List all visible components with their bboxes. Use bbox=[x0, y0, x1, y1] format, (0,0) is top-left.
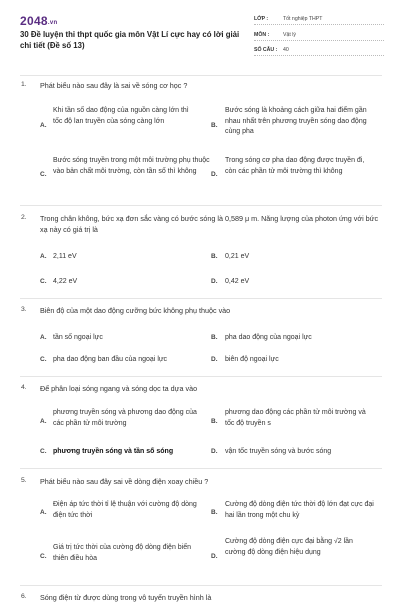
question-number: 6. bbox=[21, 593, 27, 600]
meta-count-label: SỐ CÂU : bbox=[254, 47, 278, 53]
option-text[interactable]: 2,11 eV bbox=[53, 253, 77, 260]
meta-count-value: 40 bbox=[283, 47, 289, 53]
option-label[interactable]: C. bbox=[40, 448, 47, 455]
option-label[interactable]: C. bbox=[40, 553, 47, 560]
option-label[interactable]: D. bbox=[211, 448, 218, 455]
option-text[interactable]: phương dao động các phần tử môi trường và tốc độ truyền s bbox=[225, 409, 366, 427]
option-label[interactable]: B. bbox=[211, 253, 218, 260]
meta-count bbox=[254, 45, 384, 56]
document-header bbox=[0, 0, 400, 62]
question-number: 1. bbox=[21, 81, 27, 88]
option-text[interactable]: pha dao động ban đầu của ngoại lực bbox=[53, 356, 168, 363]
option-label[interactable]: D. bbox=[211, 171, 218, 178]
question-divider bbox=[20, 585, 382, 586]
question-number: 3. bbox=[21, 306, 27, 313]
question-number: 2. bbox=[21, 214, 27, 221]
option-label[interactable]: B. bbox=[211, 509, 218, 516]
question-divider bbox=[20, 75, 382, 76]
question-divider bbox=[20, 298, 382, 299]
option-text[interactable]: 4,22 eV bbox=[53, 278, 78, 285]
option-label[interactable]: D. bbox=[211, 553, 218, 560]
option-text[interactable]: Bước sóng truyền trong một môi trường phụ thuộc vào bản chất môi trường, còn tần số thì không bbox=[53, 157, 210, 175]
option-label[interactable]: B. bbox=[211, 418, 218, 425]
option-label[interactable]: B. bbox=[211, 122, 218, 129]
option-label[interactable]: D. bbox=[211, 356, 218, 363]
option-text[interactable]: phương truyền sóng và tần số sóng bbox=[53, 448, 174, 455]
option-label[interactable]: A. bbox=[40, 253, 47, 260]
site-logo[interactable]: 2048.vn bbox=[20, 14, 58, 28]
option-label[interactable]: B. bbox=[211, 334, 218, 341]
question-number: 5. bbox=[21, 477, 27, 484]
option-label[interactable]: A. bbox=[40, 418, 47, 425]
question-divider bbox=[20, 205, 382, 206]
option-label[interactable]: A. bbox=[40, 334, 47, 341]
option-label[interactable]: C. bbox=[40, 356, 47, 363]
question-divider bbox=[20, 376, 382, 377]
option-text[interactable]: biên độ ngoại lực bbox=[225, 356, 279, 363]
option-text[interactable]: vận tốc truyền sóng và bước sóng bbox=[225, 448, 332, 455]
option-label[interactable]: D. bbox=[211, 278, 218, 285]
option-text[interactable]: Khi tần số dao động của nguồn càng lớn thì tốc độ lan truyền của sóng càng lớn bbox=[53, 107, 189, 125]
option-text[interactable]: Trong sóng cơ pha dao động được truyền đi, còn các phần tử môi trường thì không bbox=[225, 157, 365, 175]
option-text[interactable]: 0,21 eV bbox=[225, 253, 250, 260]
option-label[interactable]: C. bbox=[40, 278, 47, 285]
option-text[interactable]: Cường độ dòng điện tức thời độ lớn đạt cực đại hai lần trong một chu kỳ bbox=[225, 501, 374, 519]
option-label[interactable]: A. bbox=[40, 122, 47, 129]
meta-class bbox=[254, 14, 384, 25]
question-text: Phát biểu nào sau đây sai về dòng điện xoay chiều ? bbox=[40, 477, 209, 486]
document-title: 30 Đề luyện thi thpt quốc gia môn Vật Lí cực hay có lời giải chi tiết (Đề số 13) bbox=[20, 30, 240, 50]
option-label[interactable]: C. bbox=[40, 171, 47, 178]
option-text[interactable]: 0,42 eV bbox=[225, 278, 250, 285]
option-text[interactable]: tần số ngoại lực bbox=[53, 334, 103, 341]
meta-subject-label: MÔN : bbox=[254, 32, 270, 38]
question-number: 4. bbox=[21, 384, 27, 391]
question-text: Phát biểu nào sau đây là sai về sóng cơ học ? bbox=[40, 81, 188, 90]
option-text[interactable]: Bước sóng là khoảng cách giữa hai điểm gần nhau nhất trên phương truyền sóng dao động cùng pha bbox=[225, 107, 367, 135]
question-text: Biên độ của một dao động cưỡng bức không phụ thuộc vào bbox=[40, 306, 231, 315]
meta-subject bbox=[254, 30, 384, 41]
question-divider bbox=[20, 468, 382, 469]
question-text: Trong chân không, bức xạ đơn sắc vàng có bước sóng là 0,589 μ m. Năng lượng của photon ứng với bức xạ này có giá trị là bbox=[40, 214, 379, 234]
option-text[interactable]: phương truyền sóng và phương dao động của các phần tử môi trường bbox=[53, 409, 197, 427]
option-text[interactable]: Cường độ dòng điện cực đại bằng √2 lần cường độ dòng điện hiệu dụng bbox=[225, 538, 353, 556]
question-text: Sóng điện từ được dùng trong vô tuyến truyền hình là bbox=[40, 593, 212, 602]
option-text[interactable]: Điện áp tức thời tỉ lệ thuận với cường độ dòng điện tức thời bbox=[53, 501, 197, 519]
option-text[interactable]: Giá trị tức thời của cường độ dòng điện biến thiên điều hòa bbox=[53, 544, 192, 562]
meta-class-label: LỚP : bbox=[254, 16, 269, 22]
option-text[interactable]: pha dao động của ngoại lực bbox=[225, 334, 312, 341]
option-label[interactable]: A. bbox=[40, 509, 47, 516]
question-text: Để phân loại sóng ngang và sóng dọc ta dựa vào bbox=[40, 384, 198, 393]
meta-class-value: Tốt nghiệp THPT bbox=[283, 16, 323, 22]
meta-subject-value: Vật lý bbox=[283, 32, 296, 38]
